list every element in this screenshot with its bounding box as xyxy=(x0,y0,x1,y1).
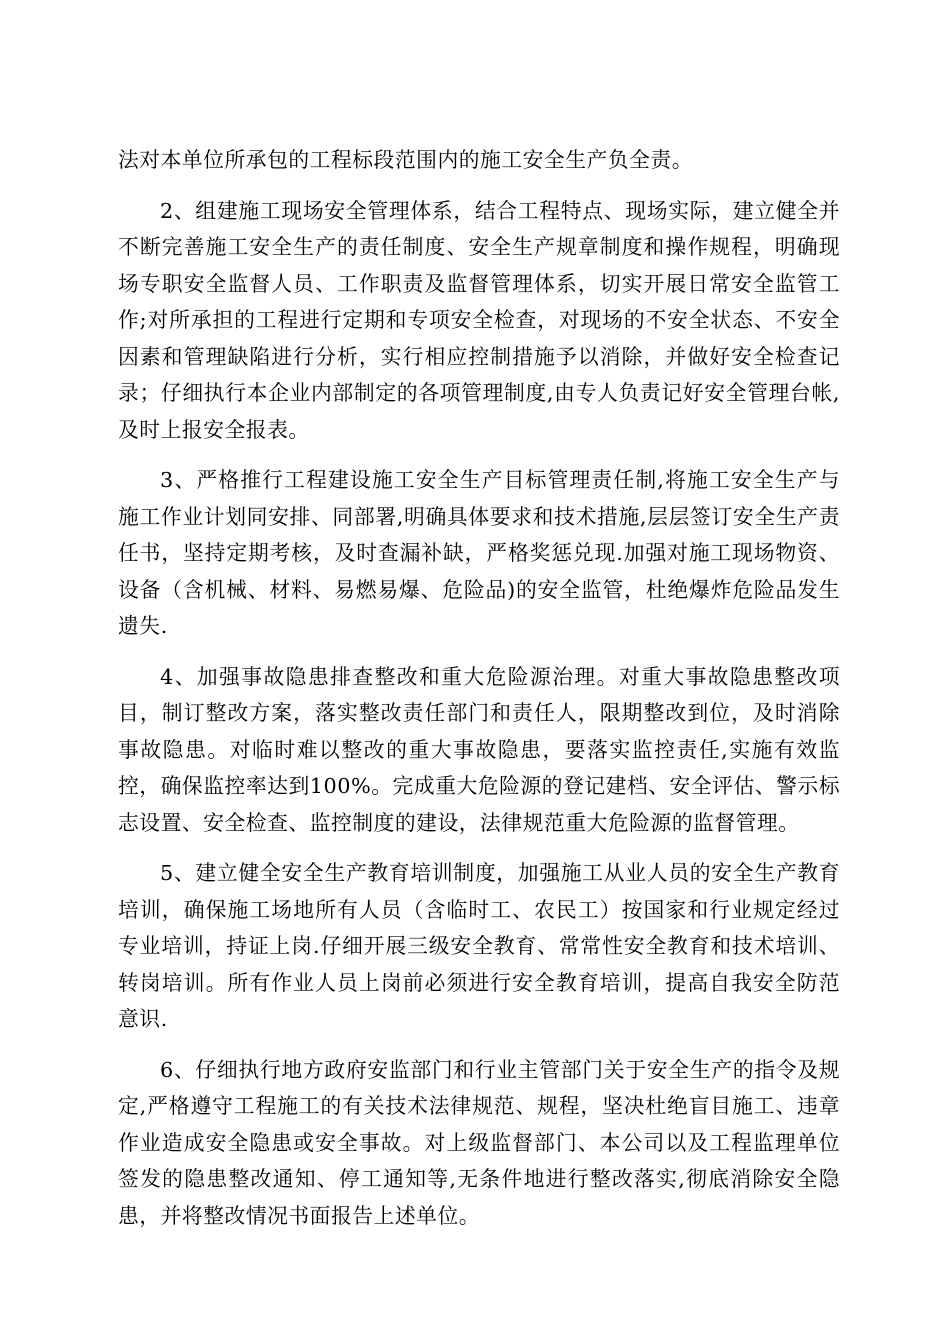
paragraph-item-6: 6、仔细执行地方政府安监部门和行业主管部门关于安全生产的指令及规定,严格遵守工程施工的有关技术法律规范、规程，坚决杜绝盲目施工、违章作业造成安全隐患或安全事故。对上级监督部门、本公司以及工程监理单位签发的隐患整改通知、停工通知等,无条件地进行整改落实,彻底消除安全隐患，并将整改情况书面报告上述单位。 xyxy=(118,1057,840,1228)
paragraph-item-5: 5、建立健全安全生产教育培训制度，加强施工从业人员的安全生产教育培训，确保施工场地所有人员（含临时工、农民工）按国家和行业规定经过专业培训，持证上岗.仔细开展三级安全教育、常常性安全教育和技术培训、转岗培训。所有作业人员上岗前必须进行安全教育培训，提高自我安全防范意识. xyxy=(118,861,840,1031)
paragraph-item-2: 2、组建施工现场安全管理体系，结合工程特点、现场实际，建立健全并不断完善施工安全生产的责任制度、安全生产规章制度和操作规程，明确现场专职安全监督人员、工作职责及监督管理体系，切实开展日常安全监管工作;对所承担的工程进行定期和专项安全检查，对现场的不安全状态、不安全因素和管理缺陷进行分析，实行相应控制措施予以消除，并做好安全检查记录；仔细执行本企业内部制定的各项管理制度,由专人负责记好安全管理台帐,及时上报安全报表。 xyxy=(118,198,840,442)
document-page xyxy=(118,142,840,1248)
paragraph-continuation: 法对本单位所承包的工程标段范围内的施工安全生产负全责。 xyxy=(118,148,694,172)
paragraph-item-4: 4、加强事故隐患排查整改和重大危险源治理。对重大事故隐患整改项目，制订整改方案，落实整改责任部门和责任人，限期整改到位，及时消除事故隐患。对临时难以整改的重大事故隐患，要落实监控责任,实施有效监控，确保监控率达到100%。完成重大危险源的登记建档、安全评估、警示标志设置、安全检查、监控制度的建设，法律规范重大危险源的监督管理。 xyxy=(118,664,840,835)
paragraph-item-3: 3、严格推行工程建设施工安全生产目标管理责任制,将施工安全生产与施工作业计划同安排、同部署,明确具体要求和技术措施,层层签订安全生产责任书，坚持定期考核，及时查漏补缺，严格奖惩兑现.加强对施工现场物资、设备（含机械、材料、易燃易爆、危险品)的安全监管，杜绝爆炸危险品发生遗失. xyxy=(118,468,840,638)
